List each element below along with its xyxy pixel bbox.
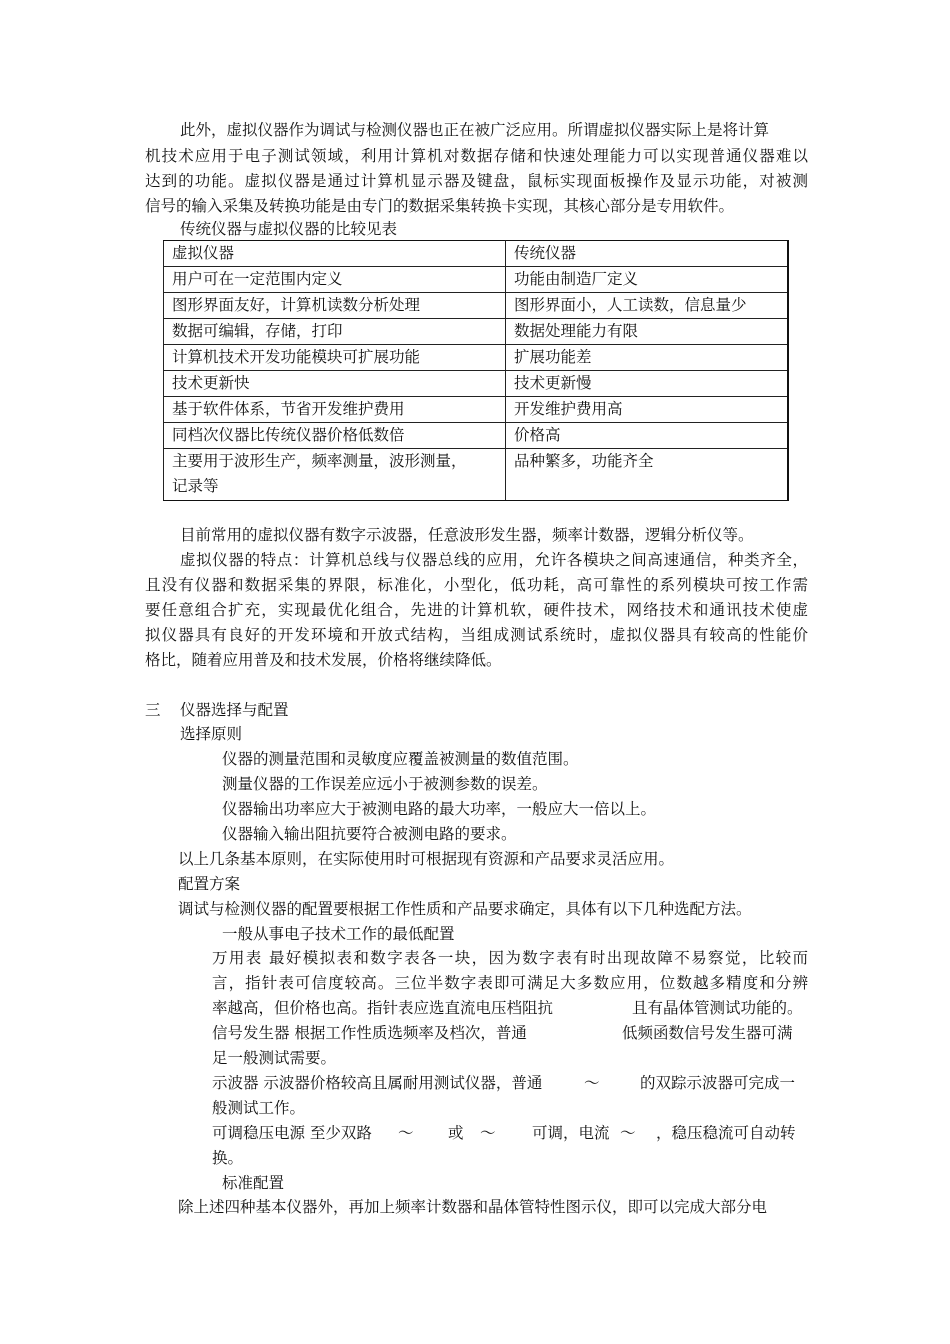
psu-line-1a: 可调稳压电源 至少双路 <box>212 1124 372 1142</box>
table-header-cell: 传统仪器 <box>506 241 789 267</box>
siggen-line-1a: 信号发生器 根据工作性质选频率及档次，普通 <box>212 1024 527 1042</box>
table-cell <box>164 449 506 501</box>
common-instruments-line: 目前常用的虚拟仪器有数字示波器，任意波形发生器，频率计数器，逻辑分析仪等。 <box>180 526 754 544</box>
scope-line-1b: ～ <box>584 1074 600 1092</box>
table-row <box>164 293 789 319</box>
features-line-2: 且没有仪器和数据采集的界限，标准化，小型化，低功耗，高可靠性的系列模块可按工作需 <box>145 576 808 594</box>
config-intro: 调试与检测仪器的配置要根据工作性质和产品要求确定，具体有以下几种选配方法。 <box>178 900 752 918</box>
psu-line-1d: ～ <box>480 1124 496 1142</box>
features-line-1: 虚拟仪器的特点：计算机总线与仪器总线的应用，允许各模块之间高速通信，种类齐全， <box>180 551 808 569</box>
table-header-cell: 虚拟仪器 <box>164 241 506 267</box>
intro-line-1: 此外，虚拟仪器作为调试与检测仪器也正在被广泛应用。所谓虚拟仪器实际上是将计算 <box>180 121 770 139</box>
section-number: 三 <box>145 701 161 719</box>
table-row <box>164 449 789 501</box>
table-header-row <box>164 241 789 267</box>
table-cell: 价格高 <box>506 423 789 449</box>
psu-line-1g: ，稳压稳流可自动转 <box>656 1124 796 1142</box>
table-cell: 图形界面小，人工读数，信息量少 <box>506 293 789 319</box>
principle-item: 仪器输出功率应大于被测电路的最大功率，一般应大一倍以上。 <box>222 800 657 818</box>
principle-item: 仪器输入输出阻抗要符合被测电路的要求。 <box>222 825 517 843</box>
table-cell: 计算机技术开发功能模块可扩展功能 <box>164 345 506 371</box>
table-cell: 扩展功能差 <box>506 345 789 371</box>
table-cell: 数据可编辑，存储，打印 <box>164 319 506 345</box>
table-cell: 基于软件体系，节省开发维护费用 <box>164 397 506 423</box>
table-cell: 技术更新慢 <box>506 371 789 397</box>
table-row <box>164 345 789 371</box>
psu-line-1e: 可调，电流 <box>532 1124 610 1142</box>
scope-line-2: 般测试工作。 <box>212 1099 306 1117</box>
multimeter-line-1: 万用表 最好模拟表和数字表各一块，因为数字表有时出现故障不易察觉，比较而 <box>212 949 808 967</box>
config-title: 配置方案 <box>178 875 241 893</box>
features-line-3: 要任意组合扩充，实现最优化组合，先进的计算机软，硬件技术，网络技术和通讯技术使虚 <box>145 601 808 619</box>
table-row <box>164 319 789 345</box>
table-row <box>164 371 789 397</box>
section-title: 仪器选择与配置 <box>180 701 289 719</box>
comparison-table <box>163 240 789 501</box>
psu-line-1f: ～ <box>620 1124 636 1142</box>
psu-line-2: 换。 <box>212 1149 244 1167</box>
multimeter-line-2: 言，指针表可信度较高。三位半数字表即可满足大多数应用，位数越多精度和分辨 <box>212 974 808 992</box>
intro-line-2: 机技术应用于电子测试领域，利用计算机对数据存储和快速处理能力可以实现普通仪器难以 <box>145 147 808 165</box>
table-cell: 用户可在一定范围内定义 <box>164 267 506 293</box>
std-config-title: 标准配置 <box>222 1174 285 1192</box>
table-cell-line: 主要用于波形生产，频率测量，波形测量， <box>172 452 467 470</box>
multimeter-line-3a: 率越高，但价格也高。指针表应选直流电压档阻抗 <box>212 999 554 1017</box>
table-cell: 功能由制造厂定义 <box>506 267 789 293</box>
table-cell: 数据处理能力有限 <box>506 319 789 345</box>
siggen-line-2: 足一般测试需要。 <box>212 1049 337 1067</box>
table-caption: 传统仪器与虚拟仪器的比较见表 <box>180 220 398 238</box>
features-line-5: 格比，随着应用普及和技术发展，价格将继续降低。 <box>145 651 502 669</box>
features-line-4: 拟仪器具有良好的开发环境和开放式结构，当组成测试系统时，虚拟仪器具有较高的性能价 <box>145 626 808 644</box>
table-cell: 图形界面友好，计算机读数分析处理 <box>164 293 506 319</box>
table-cell: 品种繁多，功能齐全 <box>506 449 789 501</box>
table-row <box>164 267 789 293</box>
psu-line-1b: ～ <box>398 1124 414 1142</box>
multimeter-line-3b: 且有晶体管测试功能的。 <box>632 999 803 1017</box>
table-row <box>164 397 789 423</box>
principle-item: 仪器的测量范围和灵敏度应覆盖被测量的数值范围。 <box>222 750 579 768</box>
table-cell: 同档次仪器比传统仪器价格低数倍 <box>164 423 506 449</box>
table-cell: 开发维护费用高 <box>506 397 789 423</box>
scope-line-1c: 的双踪示波器可完成一 <box>640 1074 796 1092</box>
min-config-title: 一般从事电子技术工作的最低配置 <box>222 925 455 943</box>
table-cell-line: 记录等 <box>172 477 219 495</box>
intro-line-4: 信号的输入采集及转换功能是由专门的数据采集转换卡实现，其核心部分是专用软件。 <box>145 197 735 215</box>
siggen-line-1b: 低频函数信号发生器可满 <box>622 1024 793 1042</box>
std-config-line: 除上述四种基本仪器外，再加上频率计数器和晶体管特性图示仪，即可以完成大部分电 <box>178 1198 768 1216</box>
table-cell: 技术更新快 <box>164 371 506 397</box>
intro-line-3: 达到的功能。虚拟仪器是通过计算机显示器及键盘，鼠标实现面板操作及显示功能，对被测 <box>145 172 808 190</box>
principles-note: 以上几条基本原则，在实际使用时可根据现有资源和产品要求灵活应用。 <box>178 850 675 868</box>
psu-line-1c: 或 <box>448 1124 464 1142</box>
principles-title: 选择原则 <box>180 725 243 743</box>
scope-line-1a: 示波器 示波器价格较高且属耐用测试仪器，普通 <box>212 1074 543 1092</box>
principle-item: 测量仪器的工作误差应远小于被测参数的误差。 <box>222 775 548 793</box>
table-row <box>164 423 789 449</box>
